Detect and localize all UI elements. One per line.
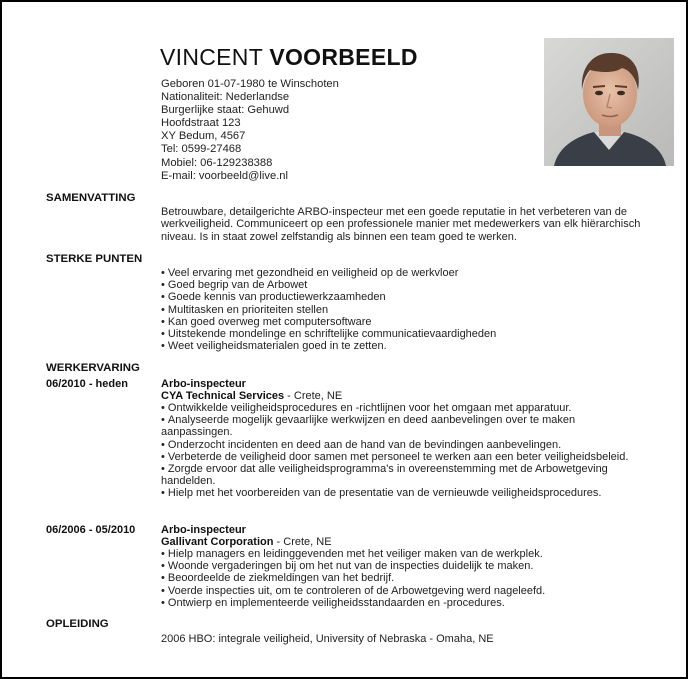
company-name: Gallivant Corporation bbox=[161, 536, 274, 548]
list-item: • Woonde vergaderingen bij om het nut van de inspecties duidelijk te maken. bbox=[161, 560, 661, 572]
candidate-name bbox=[160, 44, 418, 71]
summary-text: Betrouwbare, detailgerichte ARBO-inspecteur met een goede reputatie in het verbeteren van de werkveiligheid. Communiceert op een professionele manier met medewerkers van elk hiërarchisch niveau. Is in staat zowel zelfstandig als binnen een team goed te werken. bbox=[161, 206, 641, 243]
summary-heading: SAMENVATTING bbox=[46, 192, 136, 204]
list-item: • Goede kennis van productiewerkzaamheden bbox=[161, 291, 661, 303]
contact-line: Burgerlijke staat: Gehuwd bbox=[161, 104, 290, 117]
education-text: 2006 HBO: integrale veiligheid, University of Nebraska - Omaha, NE bbox=[161, 633, 494, 645]
job-duties-list bbox=[161, 402, 633, 500]
contact-line: E-mail: voorbeeld@live.nl bbox=[161, 169, 289, 182]
list-item: • Ontwierp en implementeerde veiligheidsstandaarden en -procedures. bbox=[161, 597, 661, 609]
list-item: • Goed begrip van de Arbowet bbox=[161, 279, 661, 291]
list-item: • Hielp met het voorbereiden van de presentatie van de vernieuwde veiligheidsprocedures. bbox=[161, 487, 633, 499]
list-item: • Hielp managers en leidinggevenden met het veiliger maken van de werkplek. bbox=[161, 548, 661, 560]
job-duties-list bbox=[161, 548, 661, 609]
contact-line: Hoofdstraat 123 bbox=[161, 117, 241, 130]
list-item: • Weet veiligheidsmaterialen goed in te zetten. bbox=[161, 340, 661, 352]
job-dates: 06/2010 - heden bbox=[46, 378, 128, 390]
strengths-heading: STERKE PUNTEN bbox=[46, 253, 143, 265]
list-item: • Analyseerde mogelijk gevaarlijke werkwijzen en deed aanbevelingen over te maken aanpassingen. bbox=[161, 414, 633, 438]
company-location: - Crete, NE bbox=[273, 536, 332, 548]
list-item: • Uitstekende mondelinge en schriftelijke communicatievaardigheden bbox=[161, 328, 661, 340]
list-item: • Multitasken en prioriteiten stellen bbox=[161, 304, 661, 316]
list-item: • Kan goed overweg met computersoftware bbox=[161, 316, 661, 328]
last-name: VOORBEELD bbox=[269, 44, 418, 70]
job-title: Arbo-inspecteur bbox=[161, 524, 246, 536]
job-title: Arbo-inspecteur bbox=[161, 378, 246, 390]
job-company bbox=[161, 390, 342, 402]
list-item: • Voerde inspecties uit, om te controleren of de Arbowetgeving werd nageleefd. bbox=[161, 585, 661, 597]
contact-line: Nationaliteit: Nederlandse bbox=[161, 91, 290, 104]
contact-line: Tel: 0599-27468 bbox=[161, 143, 242, 156]
company-location: - Crete, NE bbox=[284, 390, 343, 402]
list-item: • Beoordeelde de ziekmeldingen van het bedrijf. bbox=[161, 572, 661, 584]
contact-line: Geboren 01-07-1980 te Winschoten bbox=[161, 78, 339, 90]
list-item: • Verbeterde de veiligheid door samen met personeel te werken aan een beter veiligheidsbeleid. bbox=[161, 451, 633, 463]
list-item: • Zorgde ervoor dat alle veiligheidsprogramma's in overeenstemming met de Arbowetgeving handelden. bbox=[161, 463, 633, 487]
experience-heading: WERKERVARING bbox=[46, 362, 140, 374]
list-item: • Onderzocht incidenten en deed aan de hand van de bevindingen aanbevelingen. bbox=[161, 439, 633, 451]
list-item: • Veel ervaring met gezondheid en veiligheid op de werkvloer bbox=[161, 267, 661, 279]
job-dates: 06/2006 - 05/2010 bbox=[46, 524, 136, 536]
company-name: CYA Technical Services bbox=[161, 390, 285, 402]
contact-details bbox=[161, 78, 339, 183]
contact-line: Mobiel: 06-129238388 bbox=[161, 156, 273, 169]
contact-line: XY Bedum, 4567 bbox=[161, 130, 246, 143]
list-item: • Ontwikkelde veiligheidsprocedures en -richtlijnen voor het omgaan met apparatuur. bbox=[161, 402, 633, 414]
first-name: VINCENT bbox=[160, 44, 263, 70]
strengths-list bbox=[161, 267, 661, 352]
job-company bbox=[161, 536, 332, 548]
education-heading: OPLEIDING bbox=[46, 618, 109, 630]
profile-photo bbox=[544, 38, 674, 166]
